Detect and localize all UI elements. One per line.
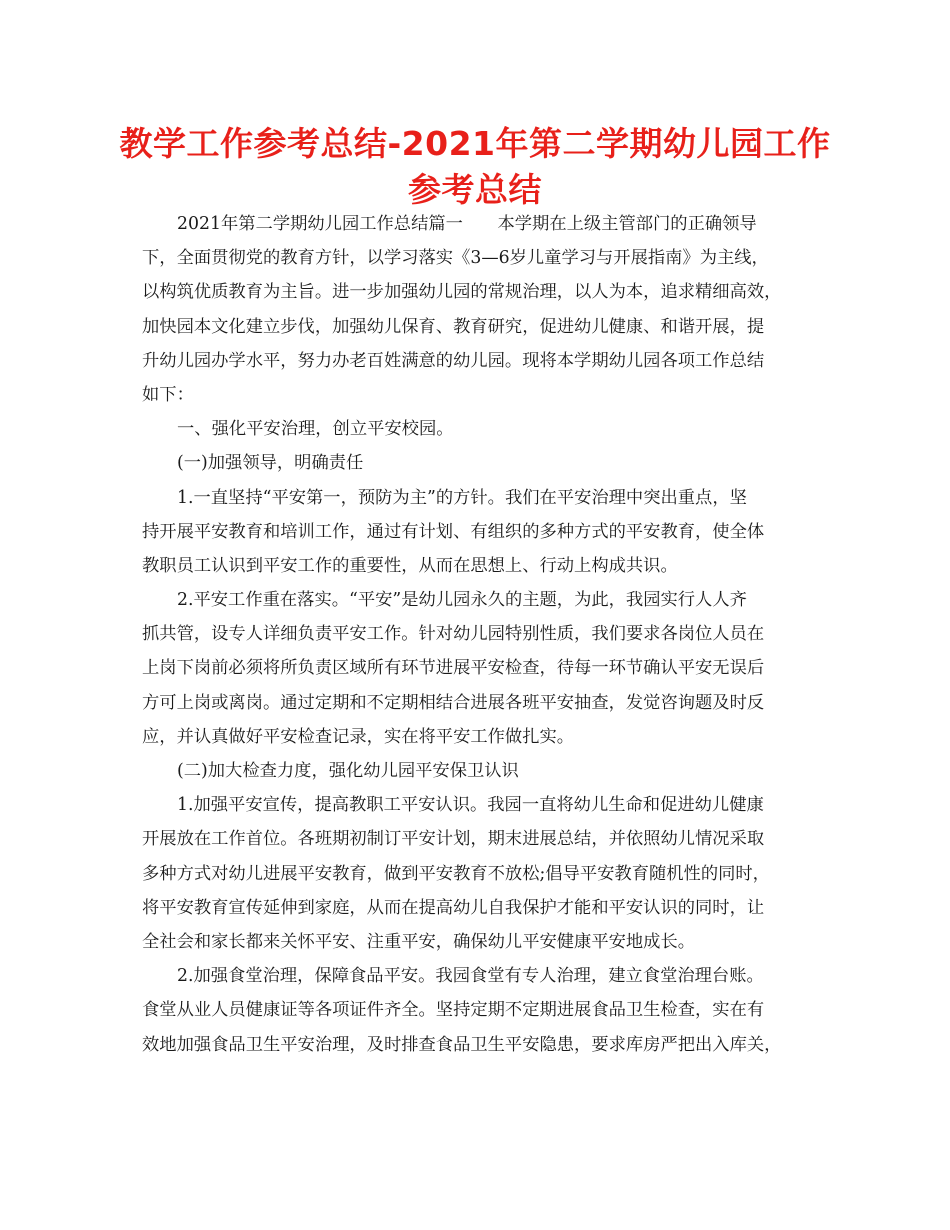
paragraph-line: 效地加强食品卫生平安治理，及时排查食品卫生平安隐患，要求库房严把出入库关， (142, 1034, 782, 1055)
paragraph-line: 加快园本文化建立步伐，加强幼儿保育、教育研究，促进幼儿健康、和谐开展，提 (142, 316, 765, 337)
paragraph-line: 多种方式对幼儿进展平安教育，做到平安教育不放松;倡导平安教育随机性的同时， (142, 863, 770, 884)
paragraph-line: 下，全面贯彻党的教育方针，以学习落实《3—6岁儿童学习与开展指南》为主线， (142, 248, 769, 269)
subsection-heading: (二)加大检查力度，强化幼儿园平安保卫认识 (177, 761, 519, 781)
section-heading: 一、强化平安治理，创立平安校园。 (177, 419, 454, 440)
document-body (142, 207, 832, 1062)
paragraph-line: 教职员工认识到平安工作的重要性，从而在思想上、行动上构成共识。 (142, 555, 678, 576)
subsection-heading: (一)加强领导，明确责任 (177, 453, 364, 474)
paragraph-line: 方可上岗或离岗。通过定期和不定期相结合进展各班平安抽查，发觉咨询题及时反 (142, 692, 765, 713)
paragraph-line: 将平安教育宣传延伸到家庭，从而在提高幼儿自我保护才能和平安认识的同时，让 (142, 897, 765, 918)
document-title-line-1: 教学工作参考总结-2021年第二学期幼儿园工作 (119, 124, 831, 163)
paragraph-line: 抓共管，设专人详细负责平安工作。针对幼儿园特别性质，我们要求各岗位人员在 (142, 624, 765, 645)
paragraph-line: 如下： (142, 384, 194, 405)
document-title-line-2: 参考总结 (408, 170, 542, 209)
paragraph-line: 2.加强食堂治理，保障食品平安。我园食堂有专人治理，建立食堂治理台账。 (177, 966, 764, 987)
paragraph-line: 应，并认真做好平安检查记录，实在将平安工作做扎实。 (142, 726, 575, 747)
paragraph-line: 上岗下岗前必须将所负责区域所有环节进展平安检查，待每一环节确认平安无误后 (142, 658, 765, 679)
paragraph-line: 以构筑优质教育为主旨。进一步加强幼儿园的常规治理，以人为本，追求精细高效， (142, 282, 782, 303)
paragraph-line: 食堂从业人员健康证等各项证件齐全。坚持定期不定期进展食品卫生检查，实在有 (142, 1000, 765, 1021)
paragraph-line: 1.加强平安宣传，提高教职工平安认识。我园一直将幼儿生命和促进幼儿健康 (177, 795, 764, 816)
paragraph-line: 全社会和家长都来关怀平安、注重平安，确保幼儿平安健康平安地成长。 (142, 931, 696, 952)
paragraph-line: 开展放在工作首位。各班期初制订平安计划，期末进展总结，并依照幼儿情况采取 (142, 829, 765, 850)
paragraph-line: 2021年第二学期幼儿园工作总结篇一 本学期在上级主管部门的正确领导 (177, 214, 757, 234)
paragraph-line: 1.一直坚持“平安第一，预防为主”的方针。我们在平安治理中突出重点，坚 (177, 487, 747, 508)
paragraph-line: 升幼儿园办学水平，努力办老百姓满意的幼儿园。现将本学期幼儿园各项工作总结 (142, 350, 765, 371)
paragraph-line: 持开展平安教育和培训工作，通过有计划、有组织的多种方式的平安教育，使全体 (142, 521, 765, 542)
paragraph-line: 2.平安工作重在落实。“平安”是幼儿园永久的主题，为此，我园实行人人齐 (177, 590, 747, 611)
